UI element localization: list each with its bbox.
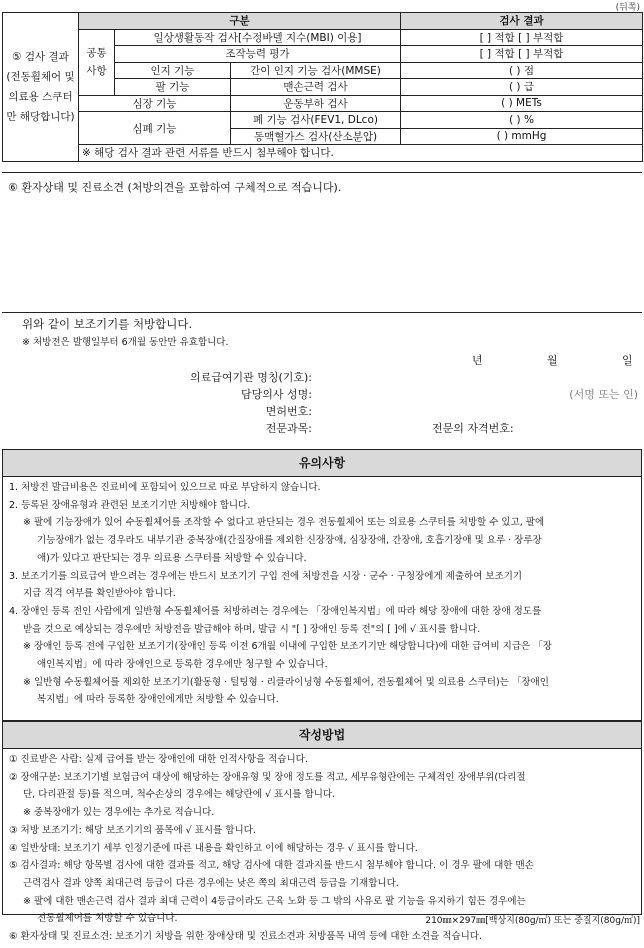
specialist-cert-label: 전문의 자격번호: <box>432 422 514 435</box>
notice-line: 1. 처방전 발급비용은 진료비에 포함되어 있으므로 따로 부담하지 않습니다. <box>9 482 321 493</box>
notice-line: ※ 팔에 기능장애가 있어 수동휠체어를 조작할 수 없다고 판단되는 경우 전동휠체어 또는 의료용 스쿠터를 처방할 수 있고, 팔에 <box>23 517 545 529</box>
signature-label: (서명 또는 인) <box>569 388 638 401</box>
mbi-test: 일상생활동작 검사[수정바델 지수(MBI) 이용] <box>115 29 401 46</box>
heart-label: 심장 기능 <box>79 95 231 112</box>
instruction-line: 근력검사 결과 양쪽 최대근력 등급이 다른 경우에는 낮은 쪽의 최대근력 등급을 기재합니다. <box>23 877 399 889</box>
notice-line: 4. 장애인 등록 전인 사람에게 일반형 수동휠체어를 처방하려는 경우에는 「장애인복지법」에 따라 해당 장애에 대한 장애 정도를 <box>9 605 542 617</box>
patient-status-label: ⑥ 환자상태 및 진료소견 (처방의견을 포함하여 구체적으로 적습니다). <box>8 181 342 194</box>
cognitive-label: 인지 기능 <box>115 62 231 79</box>
mmse-result[interactable]: ( ) 점 <box>401 62 643 79</box>
category-header: 구분 <box>79 13 401 30</box>
arm-result[interactable]: ( ) 급 <box>401 79 643 96</box>
notice-line: 3. 보조기기를 의료급여 받으려는 경우에는 반드시 보조기기 구입 전에 처방전을 시장 · 군수 · 구청장에게 제출하여 보조기기 <box>9 570 523 582</box>
lung-result-2[interactable]: ( ) mmHg <box>401 128 643 145</box>
result-header: 검사 결과 <box>401 13 643 30</box>
notice-line: 2. 등록된 장애유형과 관련된 보조기기만 처방해야 합니다. <box>9 499 251 511</box>
institution-label: 의료급여기관 명칭(기호): <box>189 371 312 384</box>
notice-line: 애인복지법」에 따라 장애인으로 등록한 경우에만 청구할 수 있습니다. <box>37 659 328 671</box>
notice-title: 유의사항 <box>3 450 641 477</box>
exam-section-label: ⑤ 검사 결과 (전동휠체어 및 의료용 스쿠터 만 해당합니다) <box>3 13 79 162</box>
year-label: 년 <box>472 354 483 367</box>
specialty-label: 전문과목: <box>265 422 312 435</box>
heart-test: 운동부하 검사 <box>231 95 401 112</box>
instruction-line: 단, 다리관절 등)를 적으며, 척수손상의 경우에는 해당란에 √ 표시를 합니다. <box>23 789 336 801</box>
instruction-line: ① 진료받은 사람: 실제 급여를 받는 장애인에 대한 인적사항을 적습니다. <box>9 754 308 765</box>
lung-test-2: 동맥혈가스 검사(산소분압) <box>231 128 401 145</box>
lung-test-1: 폐 기능 검사(FEV1, DLco) <box>231 112 401 129</box>
page-side-note: (뒤쪽) <box>615 3 640 13</box>
instruction-line: ※ 팔에 대한 맨손근력 검사 결과 최대 근력이 4등급이라도 근육 노화 등 그 밖의 사유로 팔 기능을 유지하기 힘든 경우에는 <box>23 895 526 907</box>
notice-line: 복지법」에 따라 등록한 장애인에게만 처방할 수 있습니다. <box>37 694 279 706</box>
instruction-line: ③ 처방 보조기기: 해당 보조기기의 품목에 √ 표시를 합니다. <box>9 824 256 836</box>
operation-test: 조작능력 평가 <box>115 46 401 63</box>
patient-status-section[interactable] <box>2 172 642 313</box>
month-label: 월 <box>547 354 558 367</box>
paper-spec-footer: 210㎜×297㎜[백상지(80g/㎡) 또는 중질지(80g/㎡)] <box>425 916 640 926</box>
instruction-line: ⑥ 환자상태 및 진료소견: 보조기기 처방을 위한 장애상태 및 진료소견과 처방품목 내역 등에 대한 소견을 적습니다. <box>9 931 483 943</box>
instruction-line: ④ 일반상태: 보조기기 세부 인정기준에 따른 내용을 확인하고 이에 해당하는 경우 √ 표시를 합니다. <box>9 842 418 854</box>
prescription-statement: 위와 같이 보조기기를 처방합니다. <box>22 317 193 331</box>
notice-line: 애)가 있다고 판단되는 경우 의료용 스쿠터를 처방할 수 있습니다. <box>37 552 307 564</box>
license-label: 면허번호: <box>265 405 312 418</box>
mmse-test: 간이 인지 기능 검사(MMSE) <box>231 62 401 79</box>
heart-result[interactable]: ( ) METs <box>401 95 643 112</box>
lung-label: 심폐 기능 <box>79 112 231 145</box>
mbi-result[interactable]: [ ] 적합 [ ] 부적합 <box>401 29 643 46</box>
day-label: 일 <box>622 354 633 367</box>
arm-label: 팔 기능 <box>115 79 231 96</box>
lung-result-1[interactable]: ( ) % <box>401 112 643 129</box>
instructions-title: 작성방법 <box>3 722 641 749</box>
instruction-line: ※ 중복장애가 있는 경우에는 추가로 적습니다. <box>23 807 215 819</box>
instruction-line: 전동휠체어를 처방할 수 있습니다. <box>37 913 178 925</box>
prescription-block <box>2 312 642 439</box>
exam-result-table <box>2 12 643 162</box>
instruction-line: ⑤ 검사결과: 해당 항목별 검사에 대한 결과를 적고, 해당 검사에 대한 결과지를 반드시 첨부해야 합니다. 이 경우 팔에 대한 맨손 <box>9 860 534 872</box>
notice-line: 기능장애가 없는 경우라도 내부기관 중복장애(간질장애를 제외한 신장장애, 심장장애, 간장애, 호흡기장애 및 요루 · 장루장 <box>37 535 542 547</box>
operation-result[interactable]: [ ] 적합 [ ] 부적합 <box>401 46 643 63</box>
notice-line: 지급 적격 여부를 확인받아야 합니다. <box>23 588 176 600</box>
doctor-label: 담당의사 성명: <box>241 388 312 401</box>
common-label: 공통 사항 <box>79 29 115 95</box>
arm-test: 맨손근력 검사 <box>231 79 401 96</box>
notice-box <box>2 449 642 721</box>
notice-line: 받을 것으로 예상되는 경우에만 처방전을 발급해야 하며, 발급 시 "[ ] 장애인 등록 전"의 [ ]에 √ 표시를 합니다. <box>23 623 481 635</box>
instruction-line: ② 장애구분: 보조기기별 보험급여 대상에 해당하는 장애유형 및 장애 정도를 적고, 세부유형란에는 구체적인 장애부위(다리절 <box>9 771 526 783</box>
validity-note: ※ 처방전은 발행일부터 6개월 동안만 유효합니다. <box>22 337 229 348</box>
notice-line: ※ 장애인 등록 전에 구입한 보조기기(장애인 등록 이전 6개월 이내에 구입한 보조기기만 해당합니다)에 대한 급여비 지급은 「장 <box>23 641 552 653</box>
notice-line: ※ 일반형 수동휠체어를 제외한 보조기기(활동형 · 틸팅형 · 리클라이닝형 수동휠체어, 전동휠체어 및 의료용 스쿠터)는 「장애인 <box>23 676 549 688</box>
attachment-note: ※ 해당 검사 결과 관련 서류를 반드시 첨부해야 합니다. <box>79 145 643 162</box>
